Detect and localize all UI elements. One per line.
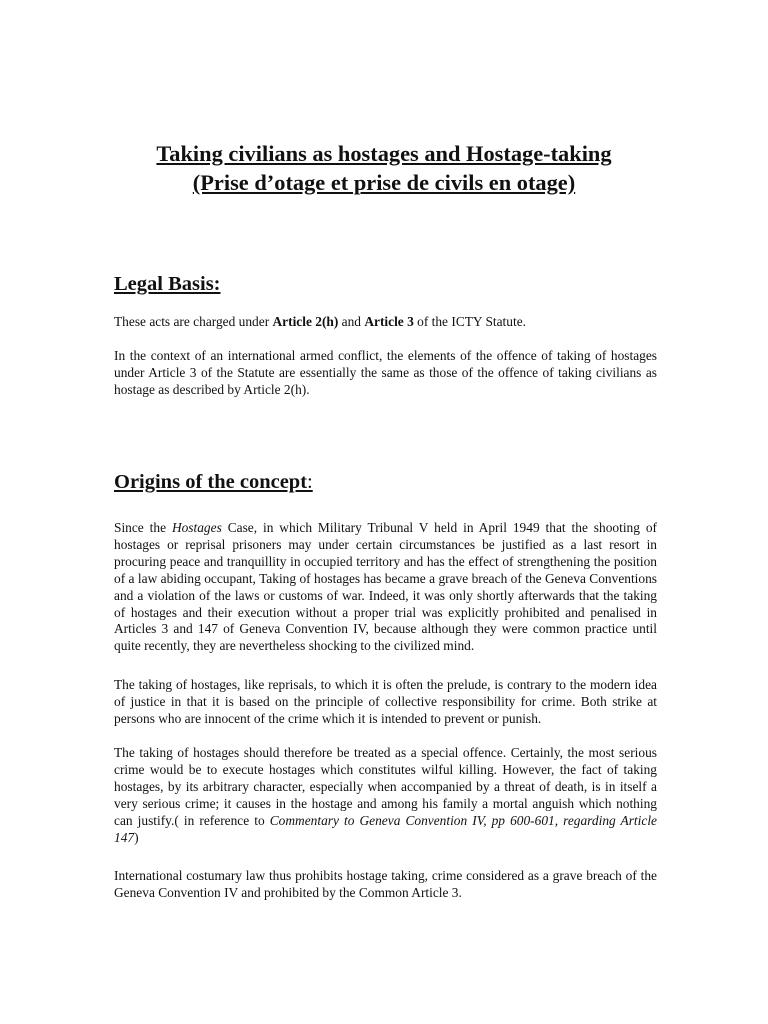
origins-p3-post: ) (134, 829, 139, 845)
origins-heading-colon: : (307, 471, 313, 493)
document-title-line-1: Taking civilians as hostages and Hostage-taking (156, 141, 612, 166)
legal-basis-paragraph-1 (114, 314, 657, 331)
commentary-reference: Commentary to Geneva Convention IV, pp 600-601, regarding Article 147 (114, 812, 657, 845)
origins-paragraph-2: The taking of hostages, like reprisals, to which it is often the prelude, is contrary to the modern idea of justice in that it is based on the principle of collective responsibility for crime. Both strike at persons who are innocent of the crime which it is intended to prevent or punish. (114, 677, 657, 726)
origins-p1-post: Case, in which Military Tribunal V held in April 1949 that the shooting of hostages or reprisal prisoners may under certain circumstances be justified as a last resort in procuring peace and tranquillity in occupied territory and has the effect of strengthening the position of a law abiding occupant, Taking of hostages has became a grave breach of the Geneva Conventions and a violation of the laws or customs of war. Indeed, it was only shortly afterwards that the taking of hostages and their execution without a proper trial was explicitly prohibited and penalised in Articles 3 and 147 of Geneva Convention IV, because although they were common practice until quite recently, they are nevertheless shocking to the civilized mind. (114, 520, 657, 654)
origins-paragraph-4: International costumary law thus prohibits hostage taking, crime considered as a grave breach of the Geneva Convention IV and prohibited by the Common Article 3. (114, 868, 657, 900)
origins-heading-text: Origins of the concept (114, 471, 308, 493)
legal-basis-p1-and: and (338, 314, 365, 329)
document-title-line-2: (Prise d’otage et prise de civils en otage) (192, 170, 576, 195)
hostages-case-name: Hostages (171, 520, 222, 535)
origins-paragraph-3 (114, 745, 657, 846)
article-2h-ref: Article 2(h) (272, 314, 339, 329)
origins-paragraph-1 (114, 520, 657, 655)
origins-heading (114, 470, 313, 494)
legal-basis-p1-post: of the ICTY Statute. (413, 314, 526, 329)
origins-p1-pre: Since the (114, 520, 172, 535)
article-3-ref: Article 3 (364, 314, 414, 329)
legal-basis-p1-pre: These acts are charged under (114, 314, 273, 329)
legal-basis-paragraph-2: In the context of an international armed conflict, the elements of the offence of taking of hostages under Article 3 of the Statute are essentially the same as those of the offence of taking civilians as hostage as described by Article 2(h). (114, 348, 657, 397)
legal-basis-heading: Legal Basis: (114, 273, 221, 295)
origins-p3-pre: The taking of hostages should therefore be treated as a special offence. Certainly, the most serious crime would be to execute hostages which constitutes wilful killing. However, the fact of taking hostages, by its arbitrary character, especially when accompanied by a threat of death, is in itself a very serious crime; it causes in the hostage and among his family a mortal anguish which nothing can justify.( in reference to (114, 745, 657, 828)
